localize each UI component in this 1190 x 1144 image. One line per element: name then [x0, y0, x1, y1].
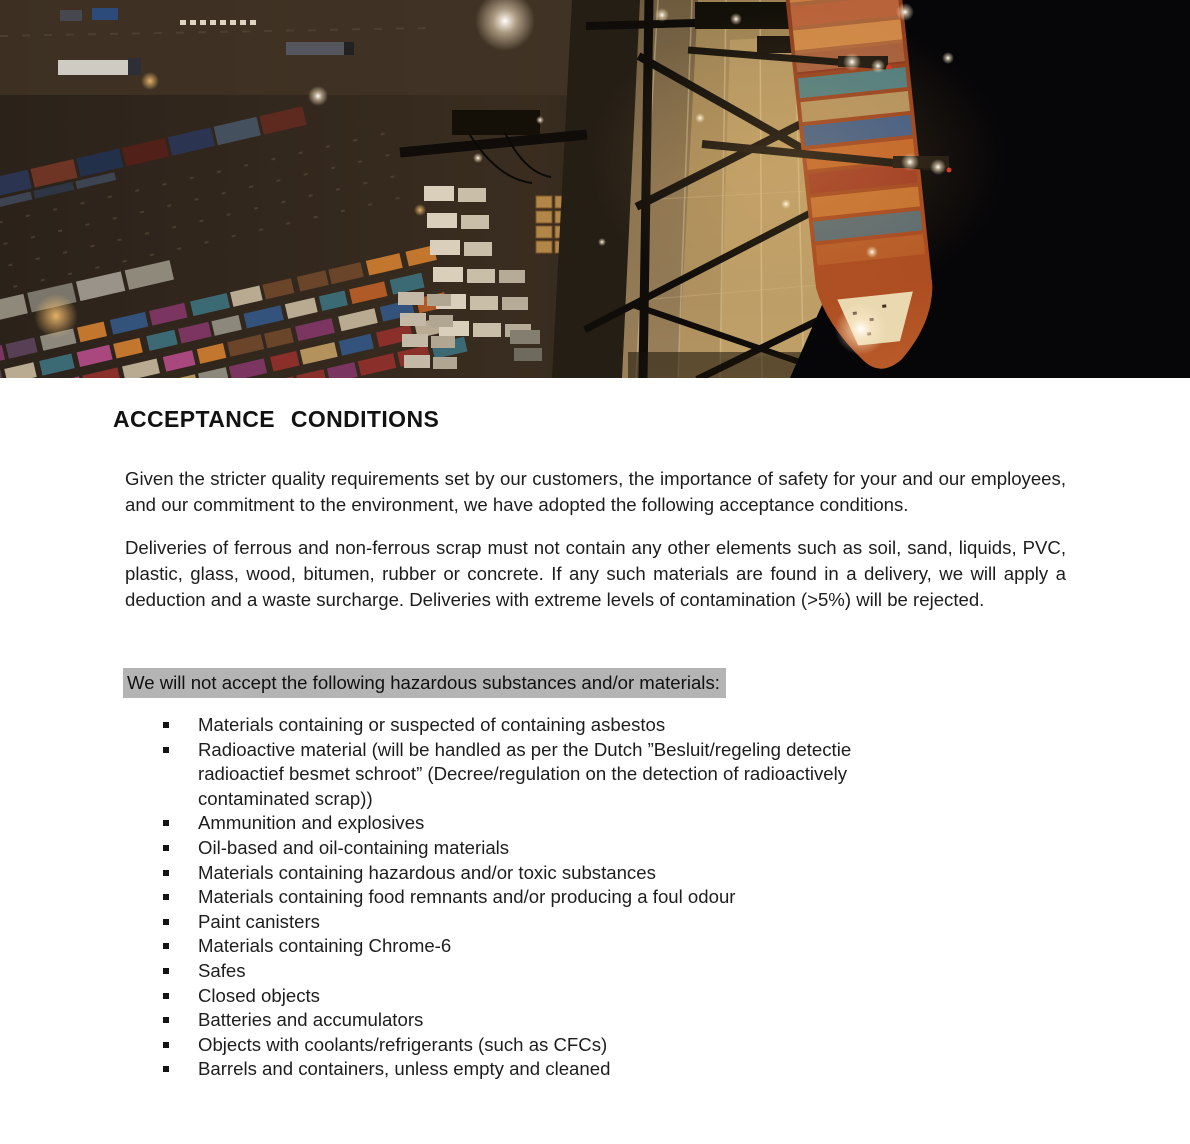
list-item-text: Radioactive material (will be handled as per the Dutch ”Besluit/regeling detectie radioactief besmet schroot” (Decree/regulation on the detection of radioactively contaminated scrap)): [198, 738, 852, 809]
list-item-text: Ammunition and explosives: [198, 812, 425, 834]
container-port-photo: [0, 0, 1190, 378]
hero-photo: [0, 0, 1190, 378]
bullet-square-icon: [163, 919, 169, 925]
deliveries-paragraph: Deliveries of ferrous and non-ferrous scrap must not contain any other elements such as soil, sand, liquids, PVC, plastic, glass, wood, bitumen, rubber or concrete. If any such materials are found in a delivery, we will apply a deduction and a waste surcharge. Deliveries with extreme levels of contamination (>5%) will be rejected.: [125, 537, 1066, 610]
bullet-square-icon: [163, 845, 169, 851]
list-item: [163, 713, 923, 738]
list-item-text: Objects with coolants/refrigerants (such as CFCs): [198, 1033, 608, 1055]
list-item-text: Materials containing hazardous and/or toxic substances: [198, 861, 656, 883]
highlighted-lead-in: We will not accept the following hazardous substances and/or materials:: [123, 668, 726, 698]
bullet-square-icon: [163, 722, 169, 728]
list-item: [163, 861, 923, 886]
list-item: [163, 1057, 923, 1082]
list-item-text: Paint canisters: [198, 910, 320, 932]
list-item-text: Batteries and accumulators: [198, 1009, 424, 1031]
list-item-text: Safes: [198, 959, 246, 981]
highlight-row: [123, 668, 1190, 698]
bullet-square-icon: [163, 943, 169, 949]
list-item: [163, 836, 923, 861]
bullet-square-icon: [163, 1042, 169, 1048]
list-item: [163, 934, 923, 959]
bullet-square-icon: [163, 747, 169, 753]
list-item: [163, 959, 923, 984]
bullet-square-icon: [163, 820, 169, 826]
content-section: [0, 406, 1190, 1082]
page-title: ACCEPTANCE CONDITIONS: [113, 406, 440, 432]
list-item-text: Barrels and containers, unless empty and cleaned: [198, 1058, 611, 1080]
bullet-square-icon: [163, 870, 169, 876]
list-item-text: Materials containing or suspected of containing asbestos: [198, 714, 666, 735]
list-item-text: Closed objects: [198, 984, 320, 1006]
bullet-square-icon: [163, 894, 169, 900]
list-item-text: Materials containing food remnants and/or producing a foul odour: [198, 886, 736, 908]
list-item: [163, 1008, 923, 1033]
list-item-text: Materials containing Chrome-6: [198, 935, 452, 957]
bullet-square-icon: [163, 1066, 169, 1072]
intro-paragraph: Given the stricter quality requirements set by our customers, the importance of safety for your and our employees, and our commitment to the environment, we have adopted the following acceptance conditions.: [125, 468, 1066, 515]
list-item: [163, 984, 923, 1009]
bullet-square-icon: [163, 968, 169, 974]
bullet-square-icon: [163, 1017, 169, 1023]
list-item: [163, 910, 923, 935]
hazard-list: [163, 713, 923, 1082]
list-item: [163, 811, 923, 836]
list-item: [163, 1033, 923, 1058]
list-item: [163, 738, 923, 812]
list-item: [163, 885, 923, 910]
list-item-text: Oil-based and oil-containing materials: [198, 836, 510, 858]
bullet-square-icon: [163, 993, 169, 999]
